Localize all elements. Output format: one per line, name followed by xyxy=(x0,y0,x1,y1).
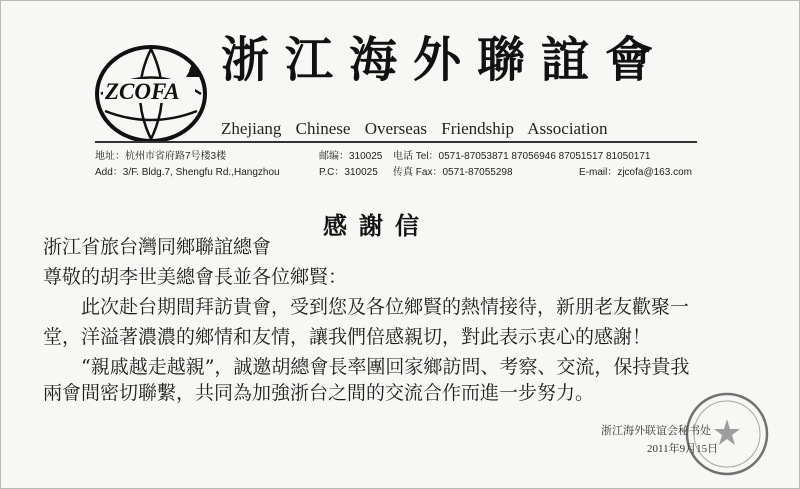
postcode-en: P.C：310025 xyxy=(319,167,378,178)
letter-body-line: 堂，洋溢著濃濃的鄉情和友情，讓我們倍感親切，對此表示衷心的感謝！ xyxy=(43,326,652,348)
letter-recipient: 浙江省旅台灣同鄉聯誼總會 xyxy=(43,236,272,258)
zcofa-logo xyxy=(93,43,209,145)
logo-text: ZCOFA xyxy=(105,79,180,104)
letter-body-line: 此次赴台期間拜訪貴會，受到您及各位鄉賢的熱情接待，新朋老友歡聚一 xyxy=(43,296,690,318)
header-divider xyxy=(95,141,697,143)
official-seal-stamp xyxy=(681,389,773,479)
org-name-chinese: 浙江海外聯誼會 xyxy=(221,32,670,88)
org-name-english: Zhejiang Chinese Overseas Friendship Association xyxy=(221,119,608,138)
email: E-mail：zjcofa@163.com xyxy=(579,167,692,178)
address-en: Add：3/F. Bldg.7, Shengfu Rd.,Hangzhou xyxy=(95,167,280,178)
signature: 浙江海外联谊会秘书处 xyxy=(601,425,711,437)
letter-body-line: 兩會間密切聯繫，共同為加強浙台之間的交流合作而進一步努力。 xyxy=(43,382,595,404)
fax: 传真 Fax：0571-87055298 xyxy=(393,167,513,178)
postcode-cn: 邮编：310025 xyxy=(319,151,383,162)
telephone: 电话 Tel：0571-87053871 87056946 87051517 81050171 xyxy=(393,151,651,162)
address-cn: 地址：杭州市省府路7号楼3楼 xyxy=(95,151,227,162)
letter-body-line: “親戚越走越親”，誠邀胡總會長率團回家鄉訪問、考察、交流，保持貴我 xyxy=(43,356,690,378)
letter-title: 感謝信 xyxy=(323,211,431,240)
letter-date: 2011年9月15日 xyxy=(647,443,719,455)
letter-greeting: 尊敬的胡李世美總會長並各位鄉賢： xyxy=(43,266,348,288)
